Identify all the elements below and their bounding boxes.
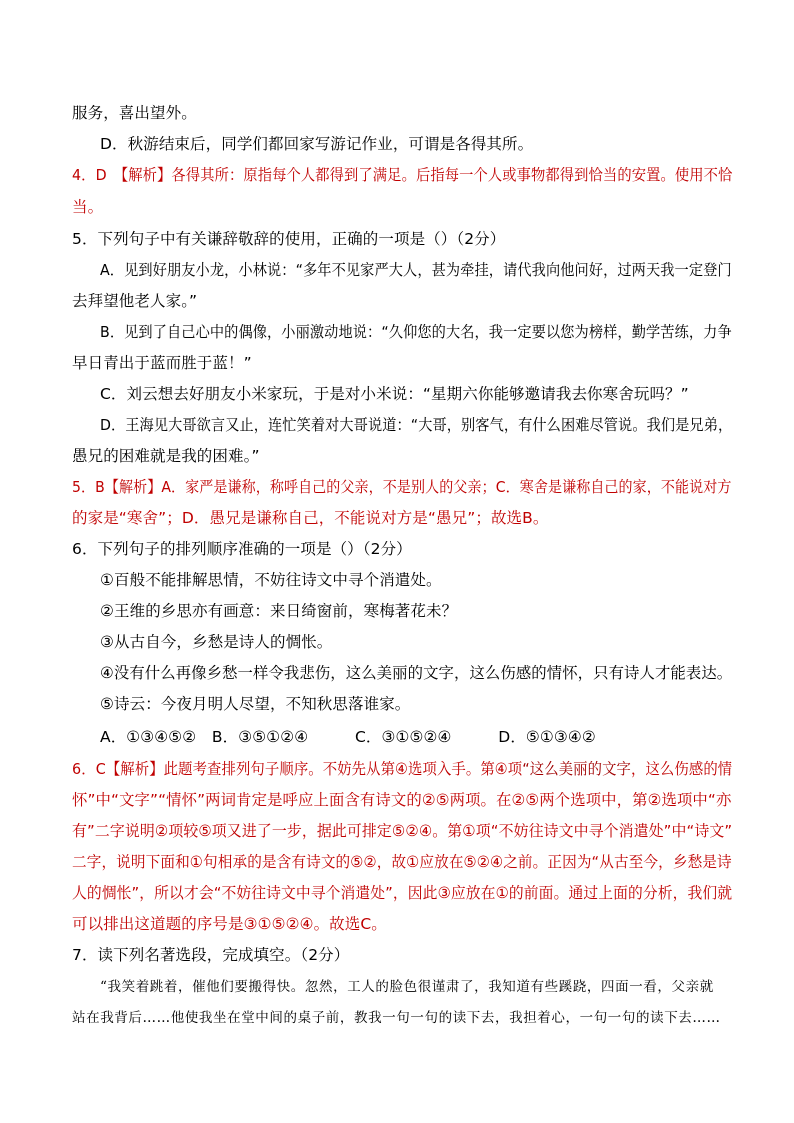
answer-6-cont: 二字，说明下面和①句相承的是含有诗文的⑤②，故①应放在⑤②④之前。正因为“从古至今，乡愁是诗 <box>72 853 732 871</box>
answer-6-part: 6．C【解析】此题考查排列句子顺序。不妨先从第④选项入手。第④项 <box>72 760 523 778</box>
question-6: 6．下列句子的排列顺序准确的一项是（）（2分） <box>72 540 412 558</box>
option-5b-cont: 早日青出于蓝而胜于蓝！” <box>72 354 252 372</box>
sentence-3: ③从古自今，乡愁是诗人的惆怅。 <box>100 633 333 651</box>
option-5a-cont: 去拜望他老人家。” <box>72 292 198 310</box>
answer-6-quote: “这么美丽的文字 <box>522 760 632 778</box>
option-5b: B．见到了自己心中的偶像，小丽激动地说：“久仰您的大名，我一定要以您为榜样，勤学苦练，力争 <box>100 323 732 341</box>
sentence-4: ④没有什么再像乡愁一样令我悲伤，这么美丽的文字，这么伤感的情怀，只有诗人才能表达。 <box>100 664 733 682</box>
question-5: 5．下列句子中有关谦辞敬辞的使用，正确的一项是（）（2分） <box>72 230 506 248</box>
option-5d: D．王海见大哥欲言又止，连忙笑着对大哥说道：“大哥，别客气，有什么困难尽管说。我们是兄弟， <box>100 416 733 434</box>
sentence-2: ②王维的乡思亦有画意：来日绮窗前，寒梅著花未？ <box>100 602 458 620</box>
excerpt-line: “我笑着跳着，催他们要搬得快。忽然，工人的脸色很谨肃了，我知道有些蹊跷，四面一看，父亲就 <box>100 979 714 995</box>
answer-4: 4．D 【解析】各得其所：原指每个人都得到了满足。后指每一个人或事物都得到恰当的安置。使用不恰 <box>72 166 733 184</box>
answer-6-cont: 有”二字说明②项较⑤项又进了一步，据此可排定⑤②④。第①项“不妨往诗文中寻个消遣处”中“诗文” <box>72 822 733 840</box>
answer-5-cont: 的家是“寒舍”；D．愚兄是谦称自己，不能说对方是“愚兄”；故选B。 <box>72 509 549 527</box>
option-5a: A．见到好朋友小龙，小林说：“多年不见家严大人，甚为牵挂，请代我向他问好，过两天我一定登门 <box>100 261 732 279</box>
answer-5: 5．B【解析】A．家严是谦称，称呼自己的父亲，不是别人的父亲；C．寒舍是谦称自己的家，不能说对方 <box>72 478 732 496</box>
options-6: A．①③④⑤② B．③⑤①②④ C．③①⑤②④ D．⑤①③④② <box>100 728 596 746</box>
option-5c: C．刘云想去好朋友小米家玩，于是对小米说：“星期六你能够邀请我去你寒舍玩吗？” <box>100 385 689 403</box>
answer-6-cont: 可以排出这道题的序号是③①⑤②④。故选C。 <box>72 915 387 933</box>
option-d-q3: D．秋游结束后，同学们都回家写游记作业，可谓是各得其所。 <box>100 135 534 153</box>
answer-6-cont: 人的惆怅”，所以才会“不妨往诗文中寻个消遣处”，因此③应放在①的前面。通过上面的分析，我们就 <box>72 884 733 902</box>
answer-6-part: ，这么伤感的情 <box>631 760 733 778</box>
answer-6-cont: 怀”中“文字”“情怀”两词肯定是呼应上面含有诗文的②⑤两项。在②⑤两个选项中，第②选项中“亦 <box>72 791 732 809</box>
question-7: 7．读下列名著选段，完成填空。（2分） <box>72 946 350 964</box>
excerpt-line: 站在我背后……他使我坐在堂中间的桌子前，教我一句一句的读下去，我担着心，一句一句的读下去…… <box>72 1010 721 1026</box>
answer-4-cont: 当。 <box>72 198 104 216</box>
sentence-5: ⑤诗云：今夜月明人尽望，不知秋思落谁家。 <box>100 695 411 713</box>
option-5d-cont: 愚兄的困难就是我的困难。” <box>72 447 260 465</box>
sentence-1: ①百般不能排解思情，不妨往诗文中寻个消遣处。 <box>100 571 442 589</box>
text-line: 服务，喜出望外。 <box>72 104 197 122</box>
answer-6 <box>72 758 733 780</box>
